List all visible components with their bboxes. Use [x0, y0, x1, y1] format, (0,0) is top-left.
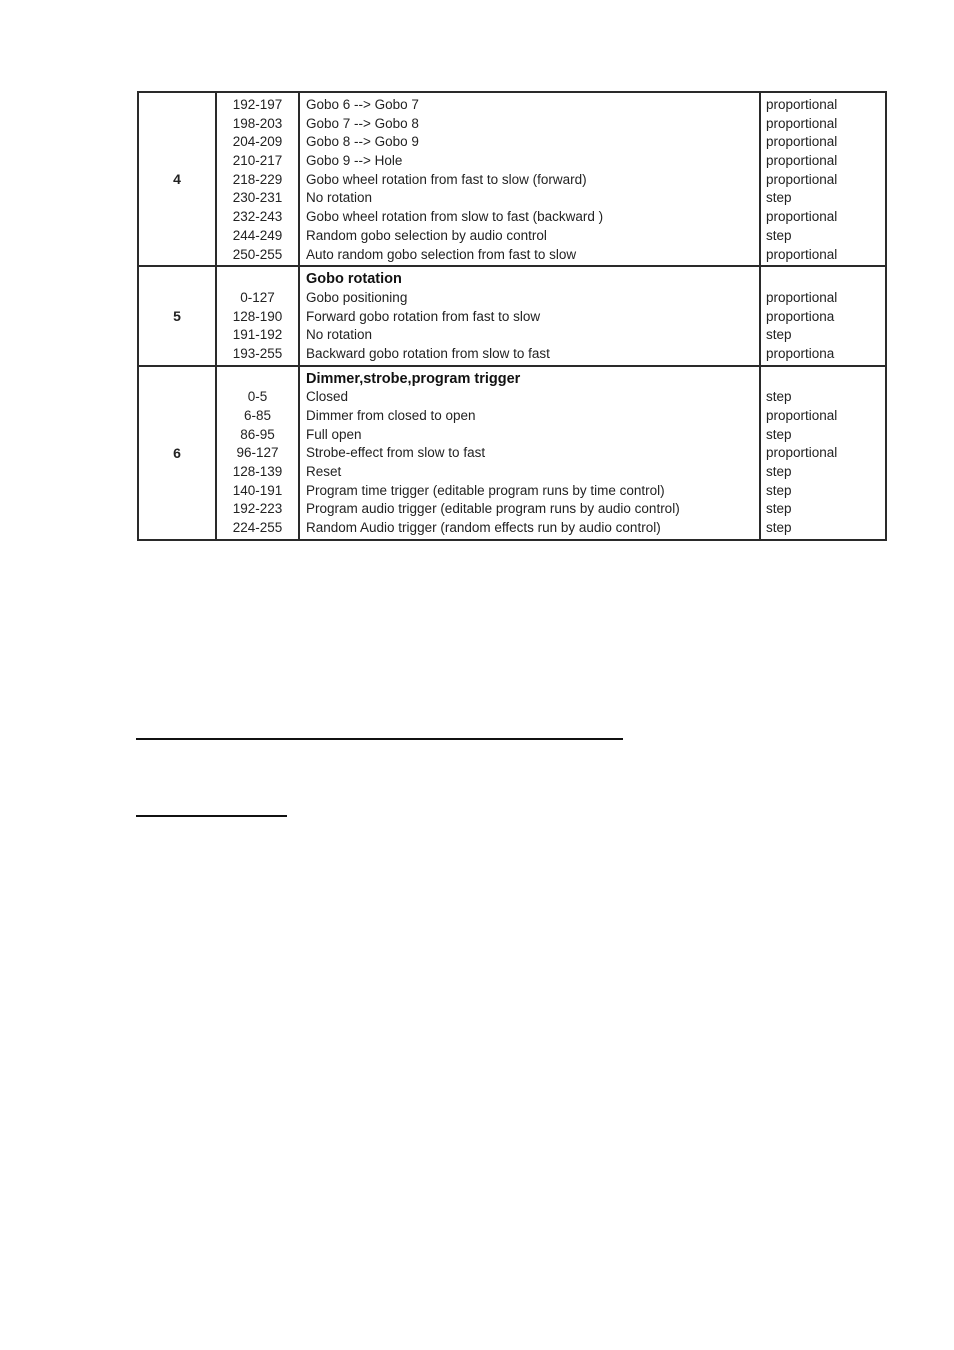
block-header: Dimmer,strobe,program trigger — [306, 370, 521, 387]
function-description: Closed — [306, 389, 349, 405]
control-type: step — [766, 327, 792, 343]
control-type: proportional — [766, 134, 838, 150]
channel-number: 4 — [138, 92, 216, 266]
control-type: proportional — [766, 153, 838, 169]
channel-block-row — [138, 266, 886, 365]
channel-number: 6 — [138, 366, 216, 540]
dmx-value-range: 192-223 — [232, 501, 283, 517]
dmx-value-range: 204-209 — [232, 134, 283, 150]
control-type: proportiona — [766, 308, 835, 324]
function-description: Dimmer from closed to open — [306, 408, 476, 423]
dmx-value-range: 191-192 — [232, 327, 283, 343]
control-type-column — [760, 92, 886, 266]
function-description-column — [299, 366, 760, 540]
channel-block-row — [138, 92, 886, 266]
dmx-value-range: 0-5 — [247, 389, 268, 405]
control-type: proportional — [766, 445, 838, 461]
function-description: Auto random gobo selection from fast to slow — [306, 246, 577, 262]
header-spacer — [761, 370, 885, 389]
control-type: step — [766, 389, 792, 405]
dmx-value-range: 198-203 — [232, 115, 283, 131]
dmx-value-range: 192-197 — [232, 97, 283, 112]
dmx-value-range-column — [216, 266, 299, 365]
dmx-value-range: 193-255 — [232, 345, 283, 361]
function-description: No rotation — [306, 190, 373, 206]
section-heading-underline — [136, 738, 623, 740]
function-description: Gobo 8 --> Gobo 9 — [306, 134, 419, 150]
function-description: Reset — [306, 464, 342, 480]
control-type-column — [760, 366, 886, 540]
dmx-value-range: 140-191 — [232, 482, 283, 498]
function-description: No rotation — [306, 327, 373, 343]
control-type: step — [766, 520, 792, 536]
dmx-value-range: 6-85 — [243, 408, 272, 423]
dmx-value-range: 0-127 — [240, 289, 275, 305]
dmx-value-range: 230-231 — [232, 190, 283, 206]
function-description: Random Audio trigger (random effects run by audio control) — [306, 520, 661, 536]
control-type: proportional — [766, 408, 838, 423]
function-description: Forward gobo rotation from fast to slow — [306, 308, 541, 324]
control-type: step — [766, 426, 792, 442]
function-description: Gobo positioning — [306, 289, 408, 305]
dmx-value-range-column — [216, 366, 299, 540]
channel-number: 5 — [138, 266, 216, 365]
function-description: Gobo wheel rotation from slow to fast (backward ) — [306, 209, 604, 225]
dmx-value-range: 244-249 — [232, 227, 283, 243]
control-type: step — [766, 482, 792, 498]
function-description: Backward gobo rotation from slow to fast — [306, 345, 550, 361]
control-type: step — [766, 190, 792, 206]
function-description: Program audio trigger (editable program runs by audio control) — [306, 501, 680, 517]
dmx-channel-table — [137, 91, 887, 541]
control-type-column — [760, 266, 886, 365]
block-header: Gobo rotation — [306, 271, 402, 288]
function-description: Program time trigger (editable program runs by time control) — [306, 482, 665, 498]
control-type: proportional — [766, 209, 838, 225]
dmx-value-range: 128-139 — [232, 464, 283, 480]
dmx-value-range: 210-217 — [232, 153, 283, 169]
function-description: Gobo 9 --> Hole — [306, 153, 403, 169]
control-type: step — [766, 227, 792, 243]
dmx-value-range: 86-95 — [240, 426, 275, 442]
function-description: Random gobo selection by audio control — [306, 227, 547, 243]
control-type: proportional — [766, 289, 838, 305]
header-spacer — [761, 270, 885, 289]
function-description: Full open — [306, 426, 362, 442]
control-type: proportional — [766, 115, 838, 131]
control-type: step — [766, 464, 792, 480]
control-type: proportional — [766, 97, 838, 112]
header-spacer — [217, 370, 298, 389]
control-type: step — [766, 501, 792, 517]
dmx-value-range: 224-255 — [232, 520, 283, 536]
subsection-heading-underline — [136, 815, 287, 817]
control-type: proportional — [766, 246, 838, 262]
control-type: proportiona — [766, 345, 835, 361]
dmx-value-range: 96-127 — [236, 445, 279, 461]
function-description: Gobo 7 --> Gobo 8 — [306, 115, 419, 131]
dmx-value-range: 232-243 — [232, 209, 283, 225]
control-type: proportional — [766, 171, 838, 187]
dmx-value-range: 250-255 — [232, 246, 283, 262]
function-description: Strobe-effect from slow to fast — [306, 445, 486, 461]
dmx-value-range: 218-229 — [232, 171, 283, 187]
function-description-column — [299, 266, 760, 365]
function-description: Gobo 6 --> Gobo 7 — [306, 97, 419, 112]
dmx-value-range-column — [216, 92, 299, 266]
channel-block-row — [138, 366, 886, 540]
function-description-column — [299, 92, 760, 266]
header-spacer — [217, 270, 298, 289]
function-description: Gobo wheel rotation from fast to slow (forward) — [306, 171, 587, 187]
dmx-value-range: 128-190 — [232, 308, 283, 324]
